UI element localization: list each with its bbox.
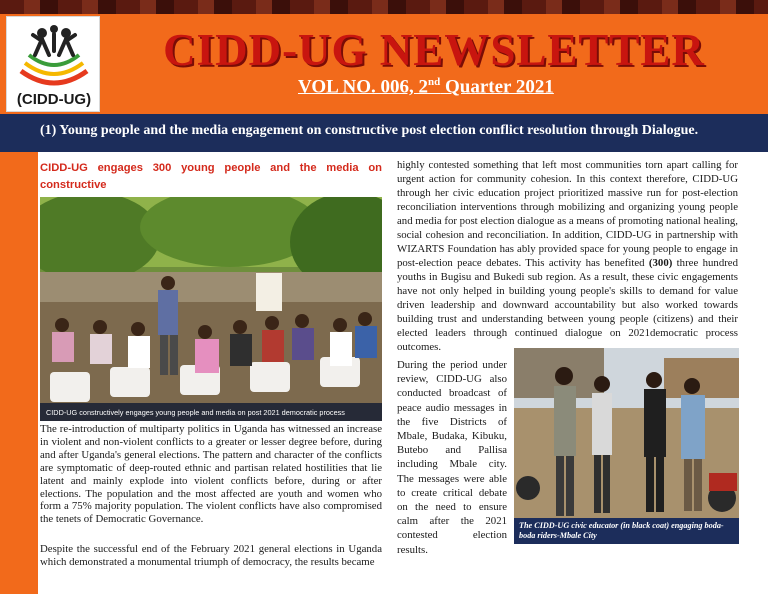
cidd-ug-logo xyxy=(6,16,100,112)
boda-boda-photo-caption: The CIDD-UG civic educator (in black coat) engaging boda-boda riders-Mbale City xyxy=(514,518,739,544)
paragraph-part-a: highly contested something that left most communities torn apart calling for urgent action for community cohesion. In this context therefore, CIDD-UG through her civic education project prioritized massive run for post-election reconciliation interventions through mobilizing and organizing young people and media for post election dialogue as a means of promoting national healing, social cohesion and reconciliation. In addition, CIDD-UG in partnership with WIZARTS Foundation has ably provided space for young people to engage in post-election peace debates. This activity has benefited xyxy=(397,159,738,269)
lead-line-1: CIDD-UG engages 300 young people and the media on constructive xyxy=(40,162,382,191)
paragraph-part-b: three hundred youths in Bugisu and Bukedi sub region. As a result, these civic engagements have not only helped in building young people's skills to demand for value driven leadership and downward accountability but also worked towards building trust and understanding between young people (citizens) and their elected leaders through continued dialogue on 2021democratic process outcomes. xyxy=(397,257,739,353)
boda-boda-photo xyxy=(514,348,739,544)
youth-count: (300) xyxy=(648,257,673,269)
meeting-photo-caption: CIDD-UG constructively engages young people and media on post 2021 democratic process xyxy=(40,403,382,421)
meeting-photo-image xyxy=(40,197,382,421)
boda-boda-photo-image xyxy=(514,348,739,544)
elections-paragraph: Despite the successful end of the February 2021 general elections in Uganda which demonstrated a monumental triumph of democracy, the results became xyxy=(40,543,382,568)
contested-results-paragraph xyxy=(397,158,738,354)
newsletter-header xyxy=(0,14,768,114)
newsletter-title: CIDD-UG NEWSLETTER xyxy=(163,25,705,75)
meeting-photo xyxy=(40,197,382,421)
logo-text: (CIDD-UG) xyxy=(16,91,92,108)
decorative-top-strip xyxy=(0,0,768,14)
section-banner xyxy=(0,114,768,152)
peace-messages-paragraph: During the period under review, CIDD-UG also conducted broadcast of peace audio messages in the five Districts of Mbale, Budaka, Kibuku, Butebo and Pallisa including Mbale city. The messages were able to create critical debate on the need to ensure calm after the 2021 contested election results. xyxy=(397,359,507,556)
volume-prefix: VOL NO. 006, 2 xyxy=(298,76,428,98)
decorative-left-strip xyxy=(0,152,38,594)
volume-superscript: nd xyxy=(428,76,441,88)
volume-suffix: Quarter 2021 xyxy=(440,76,554,98)
logo-emblem-icon xyxy=(15,21,93,91)
section-headline: (1) Young people and the media engagement on constructive post election conflict resolution through Dialogue. xyxy=(40,123,699,138)
volume-line xyxy=(298,76,554,98)
intro-paragraph: The re-introduction of multiparty politics in Uganda has witnessed an increase in violent and non-violent conflicts to a greater or lesser degree before, during and after Uganda's general elections. The pattern and character of the conflicts are symptomatic of deep-routed ethnic and partisan related hostilities that lie latent and mainly explode into violent conflicts before, during or after elections. The population and the most affected are youth and women who form a 75% majority population. The violent conflicts have also compromised the tenets of Democratic Governance. xyxy=(40,423,382,526)
